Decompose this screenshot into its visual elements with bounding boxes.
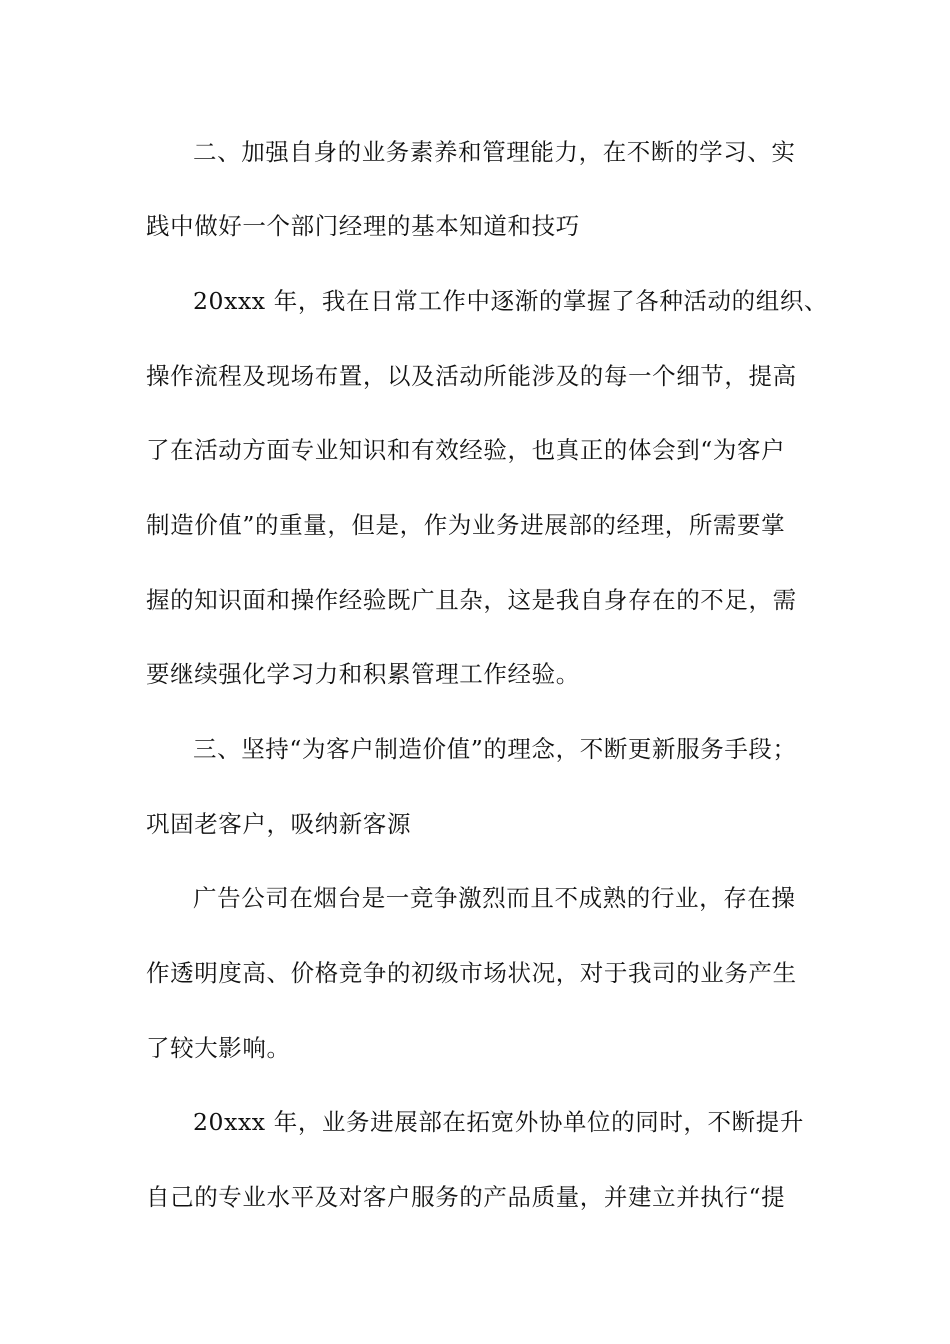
heading-line-2-part1: 二、加强自身的业务素养和管理能力，在不断的学习、实 <box>193 138 796 166</box>
paragraph-line: 了较大影响。 <box>146 1034 291 1062</box>
paragraph-line: 自己的专业水平及对客户服务的产品质量，并建立并执行“提 <box>146 1183 786 1211</box>
paragraph-line: 20xxx 年，我在日常工作中逐渐的掌握了各种活动的组织、 <box>193 287 829 315</box>
paragraph-line: 制造价值”的重量，但是，作为业务进展部的经理，所需要掌 <box>146 511 786 539</box>
paragraph-line: 要继续强化学习力和积累管理工作经验。 <box>146 660 580 688</box>
paragraph-line: 握的知识面和操作经验既广且杂，这是我自身存在的不足，需 <box>146 586 797 614</box>
paragraph-line: 操作流程及现场布置，以及活动所能涉及的每一个细节，提高 <box>146 362 797 390</box>
heading-line-2-part2: 践中做好一个部门经理的基本知道和技巧 <box>146 212 580 240</box>
paragraph-line: 广告公司在烟台是一竞争激烈而且不成熟的行业，存在操 <box>193 884 796 912</box>
heading-line-3-part1: 三、坚持“为客户制造价值”的理念，不断更新服务手段； <box>193 735 797 763</box>
paragraph-line: 了在活动方面专业知识和有效经验，也真正的体会到“为客户 <box>146 436 786 464</box>
heading-line-3-part2: 巩固老客户，吸纳新客源 <box>146 810 412 838</box>
paragraph-line: 作透明度高、价格竞争的初级市场状况，对于我司的业务产生 <box>146 959 797 987</box>
paragraph-line: 20xxx 年，业务进展部在拓宽外协单位的同时，不断提升 <box>193 1108 804 1136</box>
